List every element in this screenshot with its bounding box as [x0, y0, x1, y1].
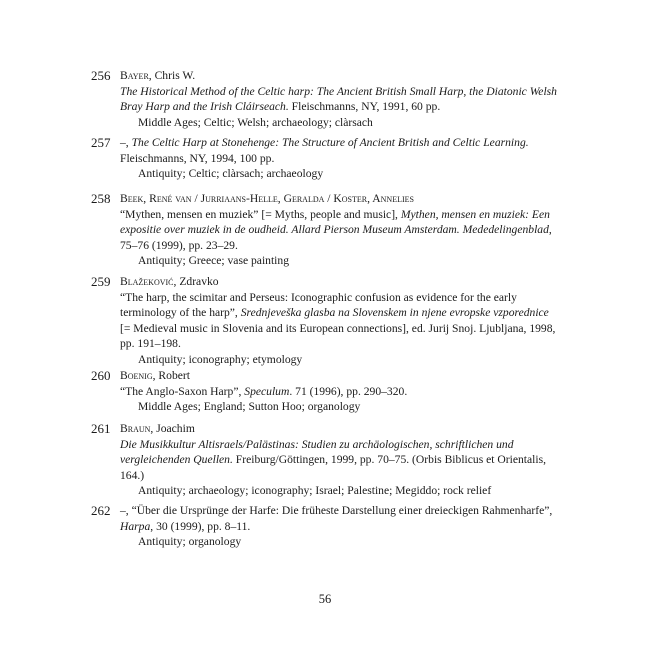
entry-keywords: Antiquity; organology: [138, 535, 242, 549]
entry-259: [91, 274, 561, 368]
entry-260: [91, 368, 561, 415]
entry-citation: –, “Über die Ursprünge der Harfe: Die früheste Darstellung einer dreieckigen Rahmenharfe”, Harpa, 30 (1999), pp. 8–11.: [120, 504, 553, 533]
page-number: 56: [318, 592, 332, 606]
entry-author: Braun, Joachim: [120, 422, 195, 435]
entry-author: Bayer, Chris W.: [120, 69, 196, 82]
entry-title: Die Musikkultur Altisraels/Palästinas: Studien zu archäologischen, schriftlichen und vergleichenden Quellen.: [120, 437, 514, 467]
entry-title: The Celtic Harp at Stonehenge: The Structure of Ancient British and Celtic Learning.: [131, 136, 529, 149]
entry-title: The Historical Method of the Celtic harp: The Ancient British Small Harp, the Diatonic Welsh Bray Harp and the Irish Cláirseach.: [120, 84, 557, 114]
entry-258: [91, 191, 561, 269]
entry-262: [91, 503, 561, 550]
entry-author: Beek, René van / Jurriaans-Helle, Geralda / Koster, Annelies: [120, 192, 414, 205]
entry-keywords: Antiquity; Greece; vase painting: [138, 254, 289, 268]
entry-citation: The Historical Method of the Celtic harp: The Ancient British Small Harp, the Diatonic Welsh Bray Harp and the Irish Cláirseach. Fleischmanns, NY, 1991, 60 pp.: [120, 84, 557, 114]
entry-keywords: Middle Ages; England; Sutton Hoo; organology: [138, 400, 361, 414]
entry-number: 257: [91, 135, 111, 150]
entry-keywords: Antiquity; Celtic; clàrsach; archaeology: [138, 167, 324, 181]
entry-title: Mythen, mensen en muziek: Een expositie over muziek in de oudheid. Allard Pierson Museum Amsterdam. Mededelingenblad: [120, 207, 550, 237]
entry-citation: Die Musikkultur Altisraels/Palästinas: Studien zu archäologischen, schriftlichen und vergleichenden Quellen. Freiburg/Göttingen, 1999, pp. 70–75. (Orbis Biblicus et Orientalis, 164.): [120, 437, 547, 482]
entry-261: [91, 421, 561, 499]
entry-257: [91, 135, 561, 182]
entry-citation: “The harp, the scimitar and Perseus: Iconographic confusion as evidence for the early terminology of the harp”, Srednjeveška glasba na Slovenskem in njene evropske vzporednice [= Medieval music in Slovenia and its European connections], ed. Jurij Snoj. Ljubljana, 1998, pp. 191–198.: [120, 290, 556, 351]
entry-keywords: Antiquity; iconography; etymology: [138, 352, 303, 366]
entry-citation: –, The Celtic Harp at Stonehenge: The Structure of Ancient British and Celtic Learning. Fleischmanns, NY, 1994, 100 pp.: [120, 136, 529, 165]
entry-title: Speculum: [244, 384, 290, 398]
entry-citation: “Mythen, mensen en muziek” [= Myths, people and music], Mythen, mensen en muziek: Een expositie over muziek in de oudheid. Allard Pierson Museum Amsterdam. Mededelingenblad, 75–76 (1999), pp. 23–29.: [120, 207, 552, 252]
entry-number: 260: [91, 368, 111, 383]
entry-256: [91, 68, 561, 130]
entry-number: 258: [91, 191, 111, 206]
entry-author: Boenig, Robert: [120, 369, 190, 382]
entry-keywords: Middle Ages; Celtic; Welsh; archaeology; clàrsach: [138, 115, 373, 129]
entry-number: 259: [91, 274, 111, 289]
entry-author: Blažeković, Zdravko: [120, 275, 219, 288]
entry-number: 262: [91, 503, 111, 518]
entry-title: Harpa: [120, 519, 151, 533]
entry-keywords: Antiquity; archaeology; iconography; Israel; Palestine; Megiddo; rock relief: [138, 484, 492, 498]
entry-title: Srednjeveška glasba na Slovenskem in njene evropske vzporednice: [240, 306, 549, 320]
entry-number: 261: [91, 421, 111, 436]
entry-citation: “The Anglo-Saxon Harp”, Speculum. 71 (1996), pp. 290–320.: [120, 384, 408, 398]
entry-number: 256: [91, 68, 111, 83]
